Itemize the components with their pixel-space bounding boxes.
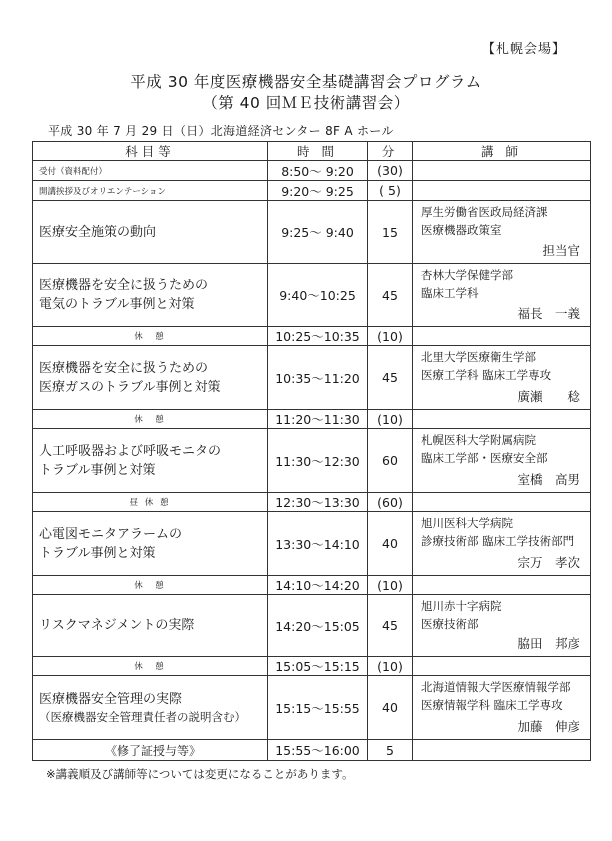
minutes-cell: 45	[368, 264, 413, 327]
time-cell: 8:50～ 9:20	[268, 161, 368, 181]
table-row	[33, 161, 591, 181]
program-subtitle: （第 40 回ＭＥ技術講習会）	[202, 94, 410, 112]
lecturer-name: 脇田 邦彦	[517, 636, 580, 651]
lecturer-affiliation: 北里大学医療衛生学部	[421, 350, 536, 364]
lecturer-cell	[413, 429, 591, 493]
lecturer-name: 福長 一義	[517, 306, 580, 321]
lecturer-affiliation: 旭川赤十字病院	[421, 599, 502, 613]
lecturer-affiliation: 北海道情報大学医療情報学部	[421, 680, 571, 694]
minutes-cell: 40	[368, 512, 413, 576]
subject-text: トラブル事例と対策	[39, 462, 156, 478]
lecturer-cell	[413, 264, 591, 327]
subject-cell	[33, 410, 268, 429]
subject-cell	[33, 346, 268, 410]
subject-text: 休 憩	[134, 332, 166, 342]
time-cell: 9:40～10:25	[268, 264, 368, 327]
table-row	[33, 740, 591, 761]
subject-cell	[33, 181, 268, 201]
subject-text: 医療機器を安全に扱うための	[39, 278, 209, 293]
subject-cell	[33, 161, 268, 181]
subject-cell	[33, 264, 268, 327]
subject-text: 心電図モニタアラームの	[39, 526, 183, 542]
minutes-cell: ( 5)	[368, 181, 413, 201]
subject-text: 医療ガスのトラブル事例と対策	[39, 379, 221, 395]
time-cell: 13:30～14:10	[268, 512, 368, 576]
lecturer-cell	[413, 327, 591, 346]
lecturer-affiliation: 医療機器政策室	[421, 223, 502, 237]
lecturer-cell	[413, 676, 591, 740]
minutes-cell: (10)	[368, 327, 413, 346]
time-cell: 10:25～10:35	[268, 327, 368, 346]
minutes-cell: (10)	[368, 576, 413, 595]
subject-text: 開講挨拶及びオリエンテーション	[39, 186, 166, 197]
header-lecturer: 講 師	[413, 142, 591, 161]
lecturer-name: 宗万 孝次	[517, 555, 580, 570]
lecturer-cell	[413, 493, 591, 512]
time-cell: 12:30～13:30	[268, 493, 368, 512]
lecturer-affiliation: 診療技術部 臨床工学技術部門	[421, 534, 575, 548]
subject-cell	[33, 657, 268, 676]
time-cell: 15:55～16:00	[268, 740, 368, 761]
subject-text: 《修了証授与等》	[104, 743, 201, 758]
minutes-cell: (30)	[368, 161, 413, 181]
subject-cell	[33, 201, 268, 264]
time-cell: 14:20～15:05	[268, 595, 368, 657]
minutes-cell: 15	[368, 201, 413, 264]
lecture-row	[33, 201, 591, 264]
subject-cell	[33, 676, 268, 740]
header-subject: 科目等	[33, 142, 268, 161]
lecturer-affiliation: 医療情報学科 臨床工学専攻	[421, 698, 563, 712]
footnote: ※講義順及び講師等については変更になることがあります。	[46, 767, 354, 781]
table-row	[33, 181, 591, 201]
time-cell: 15:15～15:55	[268, 676, 368, 740]
program-table	[32, 141, 591, 761]
lecturer-affiliation: 厚生労働省医政局経済課	[421, 205, 548, 219]
venue-label: 【札幌会場】	[481, 42, 566, 57]
minutes-cell: 45	[368, 595, 413, 657]
lecture-row	[33, 346, 591, 410]
break-row	[33, 410, 591, 429]
subject-cell	[33, 429, 268, 493]
lecturer-name: 室橋 高男	[517, 472, 580, 487]
minutes-cell: 60	[368, 429, 413, 493]
subject-text: 電気のトラブル事例と対策	[39, 297, 195, 312]
time-cell: 10:35～11:20	[268, 346, 368, 410]
lecturer-cell	[413, 161, 591, 181]
subject-text: 受付（資料配付）	[39, 166, 108, 177]
time-cell: 14:10～14:20	[268, 576, 368, 595]
subject-cell	[33, 576, 268, 595]
subject-text: （医療機器安全管理責任者の説明含む）	[39, 709, 246, 724]
subject-text: 医療安全施策の動向	[39, 224, 157, 240]
subject-cell	[33, 327, 268, 346]
date-location-line: 平成 30 年 7 月 29 日（日）北海道経済センター 8F A ホール	[48, 124, 394, 138]
subject-cell	[33, 595, 268, 657]
lecturer-cell	[413, 595, 591, 657]
time-cell: 9:25～ 9:40	[268, 201, 368, 264]
minutes-cell: 5	[368, 740, 413, 761]
subject-text: トラブル事例と対策	[39, 545, 156, 561]
subject-text: 人工呼吸器および呼吸モニタの	[39, 443, 222, 459]
lecturer-name: 加藤 伸彦	[517, 719, 580, 734]
header-time: 時 間	[268, 142, 368, 161]
lecturer-affiliation: 臨床工学部・医療安全部	[421, 451, 548, 465]
subject-text: 休 憩	[134, 581, 166, 591]
lecture-row	[33, 512, 591, 576]
subject-text: リスクマネジメントの実際	[39, 618, 195, 633]
lecture-row	[33, 676, 591, 740]
lecturer-affiliation: 医療工学科 臨床工学専攻	[421, 368, 552, 382]
lecture-row	[33, 595, 591, 657]
lecturer-cell	[413, 181, 591, 201]
lecture-row	[33, 429, 591, 493]
subject-cell	[33, 740, 268, 761]
lecturer-affiliation: 杏林大学保健学部	[421, 268, 513, 282]
program-title: 平成 30 年度医療機器安全基礎講習会プログラム	[130, 73, 482, 91]
subject-text: 昼 休 憩	[129, 498, 171, 508]
table-header-row	[33, 142, 591, 161]
lecturer-cell	[413, 346, 591, 410]
subject-cell	[33, 493, 268, 512]
lecturer-cell	[413, 657, 591, 676]
lecturer-affiliation: 札幌医科大学附属病院	[421, 433, 536, 447]
minutes-cell: 40	[368, 676, 413, 740]
time-cell: 11:30～12:30	[268, 429, 368, 493]
time-cell: 11:20～11:30	[268, 410, 368, 429]
lecturer-cell	[413, 512, 591, 576]
lecturer-affiliation: 臨床工学科	[421, 286, 479, 300]
lecture-row	[33, 264, 591, 327]
lecturer-name: 廣瀬 稔	[517, 389, 580, 404]
subject-text: 休 憩	[134, 415, 166, 425]
minutes-cell: 45	[368, 346, 413, 410]
lecturer-affiliation: 医療技術部	[421, 617, 479, 631]
lecturer-affiliation: 旭川医科大学病院	[421, 516, 513, 530]
minutes-cell: (10)	[368, 410, 413, 429]
lecturer-name: 担当官	[542, 243, 580, 258]
minutes-cell: (60)	[368, 493, 413, 512]
break-row	[33, 493, 591, 512]
subject-cell	[33, 512, 268, 576]
break-row	[33, 576, 591, 595]
lecturer-cell	[413, 576, 591, 595]
minutes-cell: (10)	[368, 657, 413, 676]
subject-text: 医療機器を安全に扱うための	[39, 360, 209, 376]
lecturer-cell	[413, 740, 591, 761]
header-minutes: 分	[368, 142, 413, 161]
lecturer-cell	[413, 201, 591, 264]
time-cell: 9:20～ 9:25	[268, 181, 368, 201]
break-row	[33, 657, 591, 676]
break-row	[33, 327, 591, 346]
subject-text: 医療機器安全管理の実際	[39, 691, 183, 707]
time-cell: 15:05～15:15	[268, 657, 368, 676]
subject-text: 休 憩	[134, 662, 166, 672]
lecturer-cell	[413, 410, 591, 429]
